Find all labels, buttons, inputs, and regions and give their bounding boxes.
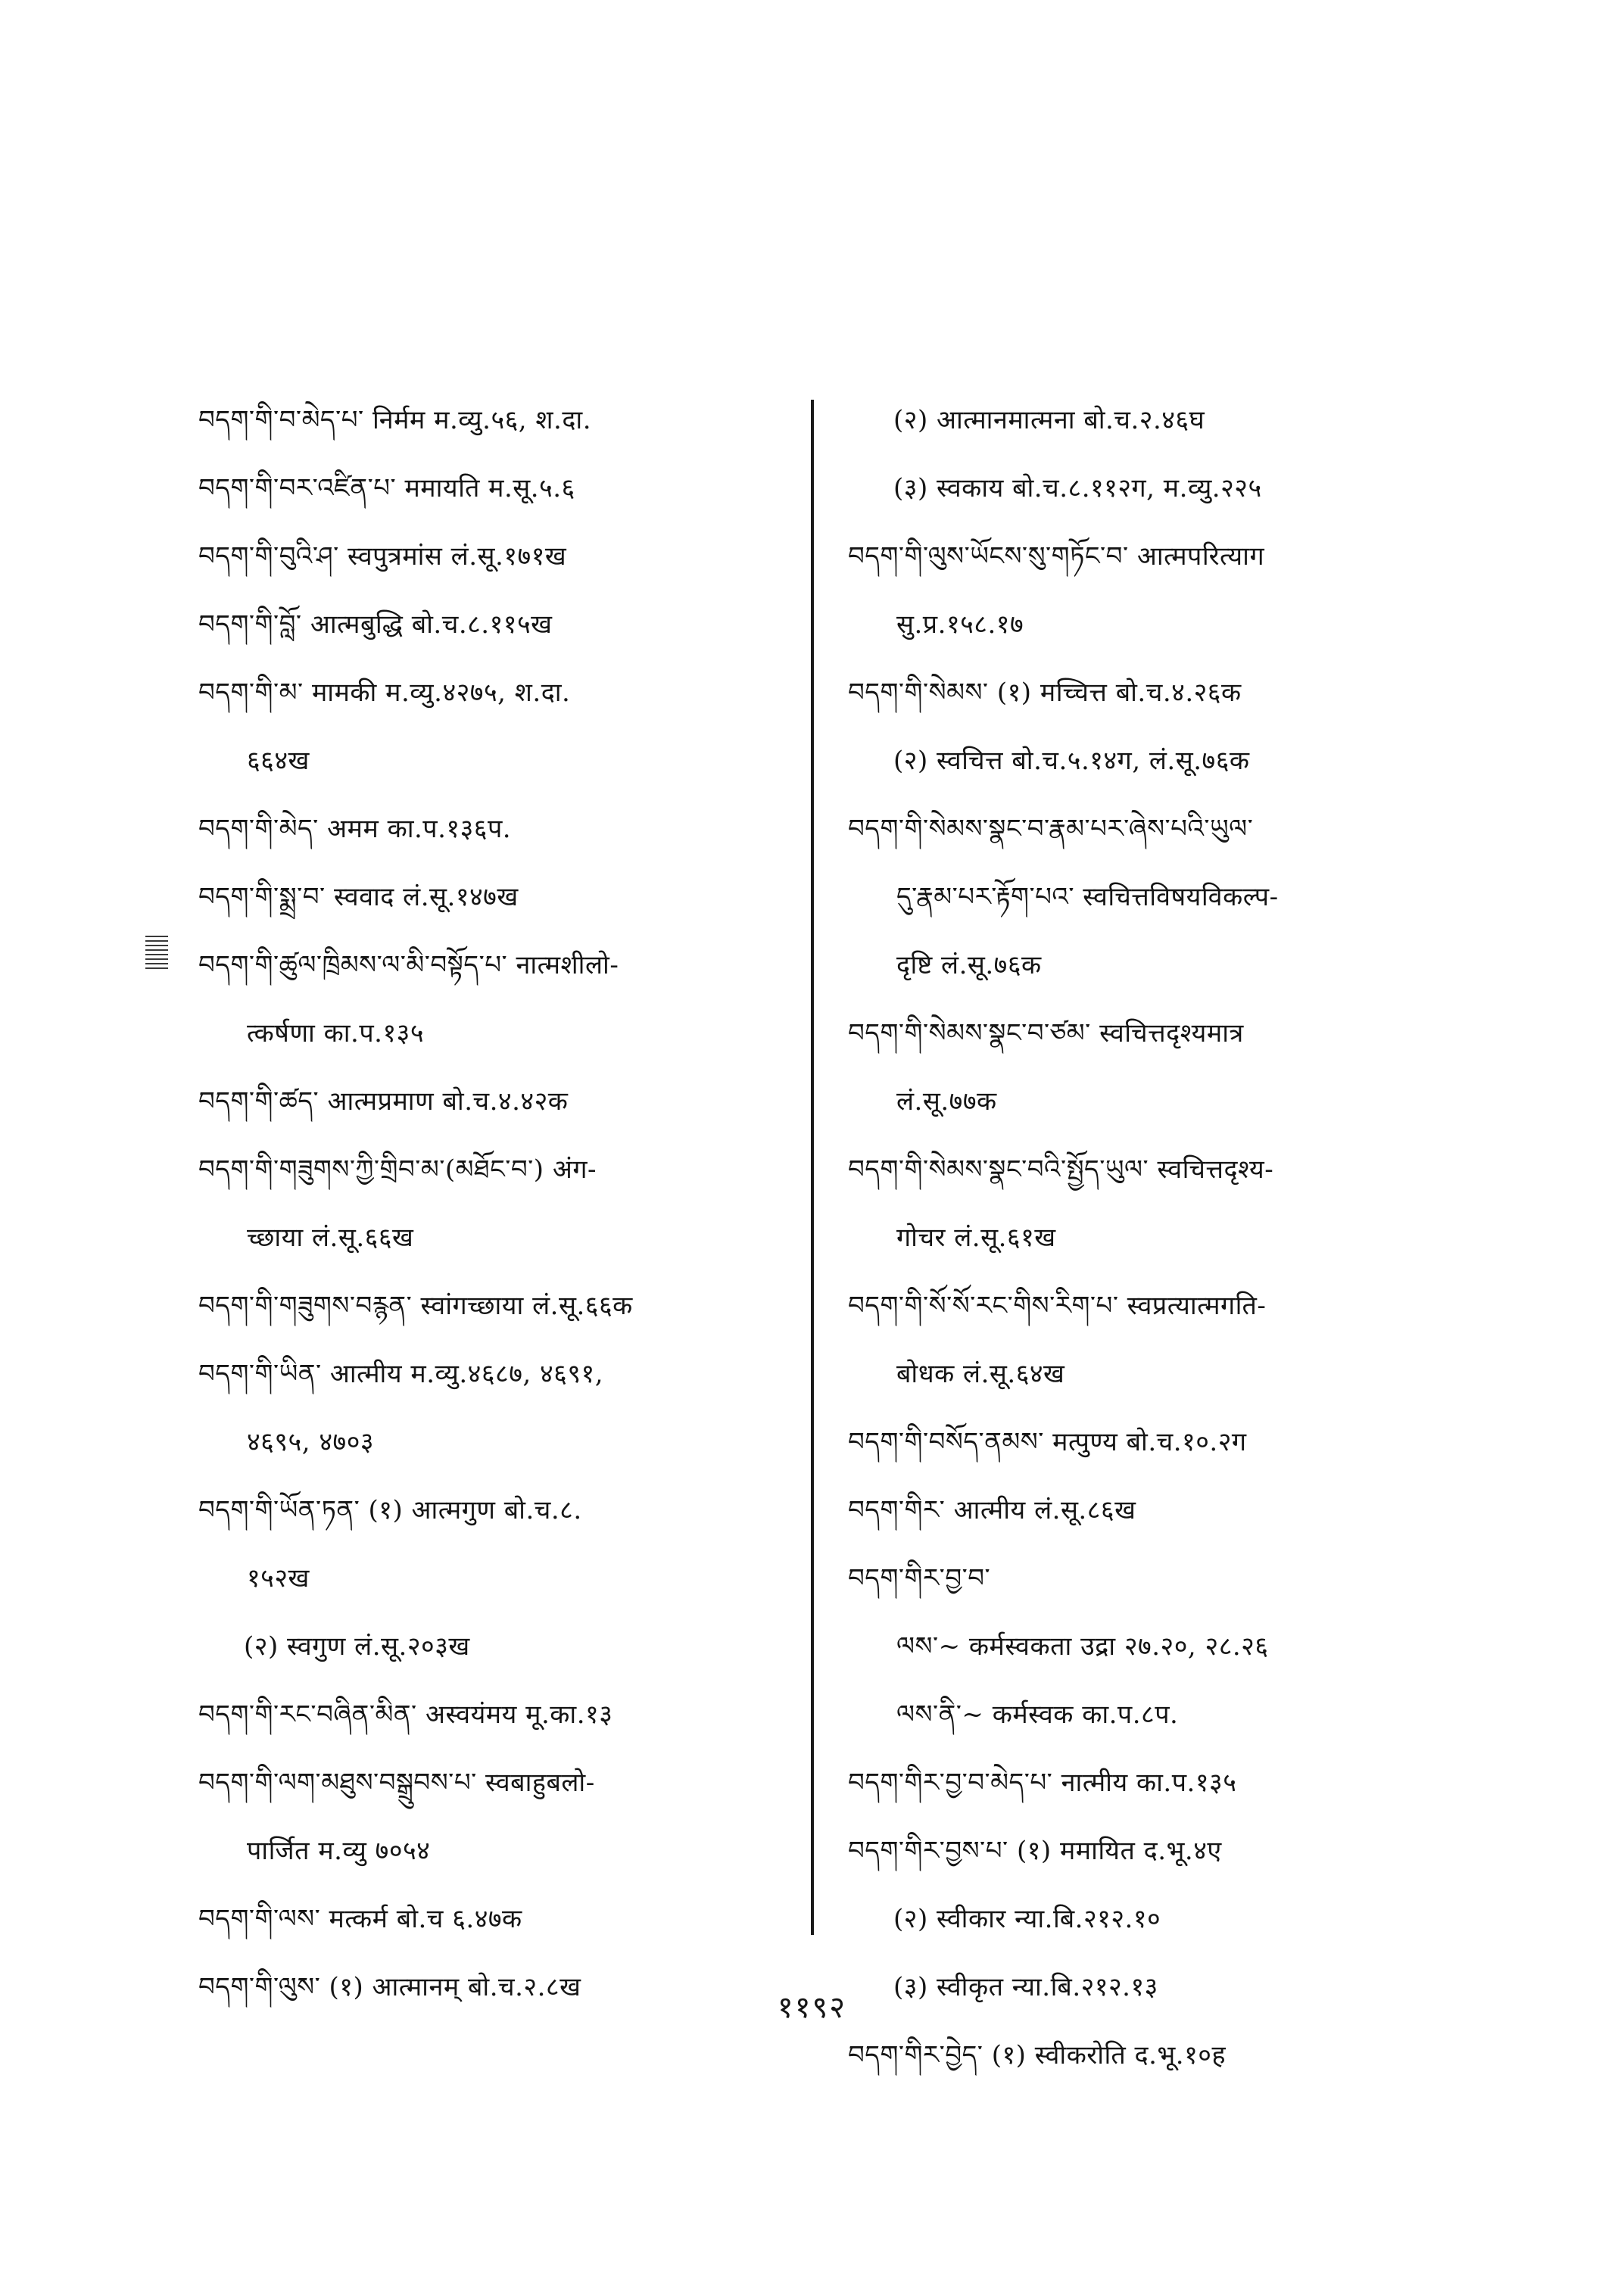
entry-continuation-line: ལས་~ कर्मस्वकता उद्रा २७.२०, २८.२६ <box>896 1631 1269 1662</box>
entry-continuation-line: ལས་ནི་~ कर्मस्वक का.प.८प. <box>896 1699 1179 1730</box>
entry-continuation-line: च्छाया लं.सू.६६ख <box>247 1223 414 1253</box>
dictionary-entry-line: བདག་གི་བློ་ आत्मबुद्धि बो.च.८.११५ख <box>198 609 553 640</box>
dictionary-entry-line: བདག་གི་བུའི་ཤ་ स्वपुत्रमांस लं.सू.१७१ख <box>198 541 567 572</box>
entry-continuation-line: (२) स्वगुण लं.सू.२०३ख <box>244 1631 470 1662</box>
dictionary-entry-line: བདག་གི་ལས་ मत्कर्म बो.च ६.४७क <box>198 1904 522 1934</box>
dictionary-entry-line: བདག་གི་མེད་ अमम का.प.१३६प. <box>198 814 512 844</box>
entry-continuation-line: बोधक लं.सू.६४ख <box>896 1359 1065 1389</box>
dictionary-entry-line: བདག་གི་སེམས་སྣང་བ་རྣམ་པར་ཞེས་པའི་ཡུལ་ <box>848 814 1254 844</box>
entry-continuation-line: लं.सू.७७क <box>896 1086 997 1117</box>
dictionary-entry-line: བདག་གི་རང་བཞིན་མིན་ अस्वयंमय मू.का.१३ <box>198 1699 613 1730</box>
dictionary-entry-line: བདག་གིར་བྱ་བ་མེད་པ་ नात्मीय का.प.१३५ <box>848 1768 1237 1798</box>
dictionary-entry-line: བདག་གི་ཡོན་ཏན་ (१) आत्मगुण बो.च.८. <box>198 1495 582 1525</box>
entry-continuation-line: ४६९५, ४७०३ <box>247 1427 375 1457</box>
right-column <box>848 386 1461 2089</box>
left-column <box>198 386 789 2021</box>
dictionary-entry-line: བདག་གིར་བྱ་བ་ <box>848 1563 991 1594</box>
dictionary-entry-line: བདག་གིར་བྱས་པ་ (१) ममायित द.भू.४ए <box>848 1836 1222 1866</box>
dictionary-entry-line: བདག་གི་ལག་མཐུས་བསྒྲུབས་པ་ स्वबाहुबलो- <box>198 1768 595 1798</box>
entry-continuation-line: १५२ख <box>247 1563 310 1594</box>
entry-continuation-line: त्कर्षणा का.प.१३५ <box>247 1018 425 1048</box>
entry-continuation-line: (३) स्वकाय बो.च.८.११२ग, म.व्यु.२२५ <box>893 473 1262 503</box>
entry-continuation-line: दृष्टि लं.सू.७६क <box>896 950 1042 980</box>
dictionary-entry-line: བདག་གི་གཟུགས་བརྙན་ स्वांगच्छाया लं.सू.६६क <box>198 1291 633 1321</box>
entry-continuation-line: ६६४ख <box>247 746 310 776</box>
entry-continuation-line: (२) स्वीकार न्या.बि.२१२.१० <box>893 1904 1161 1934</box>
dictionary-entry-line: བདག་གི་བ་མེད་པ་ निर्मम म.व्यु.५६, श.दा. <box>198 405 592 435</box>
margin-mark <box>145 936 168 972</box>
entry-continuation-line: (२) स्वचित्त बो.च.५.१४ग, लं.सू.७६क <box>893 746 1250 776</box>
entry-continuation-line: དུ་རྣམ་པར་རྟོག་པའ་ स्वचित्तविषयविकल्प- <box>896 882 1279 912</box>
dictionary-entry-line: བདག་གི་སེམས་ (१) मच्चित्त बो.च.४.२६क <box>848 678 1242 708</box>
entry-continuation-line: (२) आत्मानमात्मना बो.च.२.४६घ <box>893 405 1205 435</box>
entry-continuation-line: (३) स्वीकृत न्या.बि.२१२.१३ <box>893 1972 1158 2002</box>
dictionary-entry-line: བདག་གི་སོ་སོ་རང་གིས་རིག་པ་ स्वप्रत्यात्मगति- <box>848 1291 1267 1321</box>
dictionary-entry-line: བདག་གི་ལུས་ (१) आत्मानम् बो.च.२.८ख <box>198 1972 581 2002</box>
entry-continuation-line: गोचर लं.सू.६१ख <box>896 1223 1056 1253</box>
dictionary-entry-line: བདག་གི་སྨྲ་བ་ स्ववाद लं.सू.१४७ख <box>198 882 519 912</box>
dictionary-entry-line: བདག་གི་ཡིན་ आत्मीय म.व्यु.४६८७, ४६९१, <box>198 1359 604 1389</box>
dictionary-entry-line: བདག་གི་གཟུགས་ཀྱི་གྲིབ་མ་(མཐོང་བ་) अंग- <box>198 1154 597 1185</box>
dictionary-entry-line: བདག་གི་བར་འཛིན་པ་ ममायति म.सू.५.६ <box>198 473 575 503</box>
dictionary-entry-line: བདག་གིར་བྱེད་ (१) स्वीकरोति द.भू.१०ह <box>848 2040 1226 2070</box>
dictionary-entry-line: བདག་གི་ཚུལ་ཁྲིམས་ལ་མི་བསྟོད་པ་ नात्मशीलो- <box>198 950 619 980</box>
dictionary-entry-line: བདག་གི་བསོད་ནམས་ मत्पुण्य बो.च.१०.२ग <box>848 1427 1247 1457</box>
entry-continuation-line: पार्जित म.व्यु ७०५४ <box>247 1836 431 1866</box>
page-number: ११९२ <box>777 1990 847 2025</box>
dictionary-entry-line: བདག་གི་ལུས་ཡོངས་སུ་གཏོང་བ་ आत्मपरित्याग <box>848 541 1265 572</box>
dictionary-entry-line: བདག་གི་སེམས་སྣང་བ་ཙམ་ स्वचित्तदृश्यमात्र <box>848 1018 1244 1048</box>
dictionary-entry-line: བདག་གིར་ आत्मीय लं.सू.८६ख <box>848 1495 1136 1525</box>
dictionary-entry-line: བདག་གི་མ་ मामकी म.व्यु.४२७५, श.दा. <box>198 678 571 708</box>
dictionary-entry-line: བདག་གི་ཚད་ आत्मप्रमाण बो.च.४.४२क <box>198 1086 569 1117</box>
column-divider <box>811 400 814 1935</box>
dictionary-entry-line: བདག་གི་སེམས་སྣང་བའི་སྤྱོད་ཡུལ་ स्वचित्तदृश्य- <box>848 1154 1274 1185</box>
entry-continuation-line: सु.प्र.१५८.१७ <box>896 609 1024 640</box>
